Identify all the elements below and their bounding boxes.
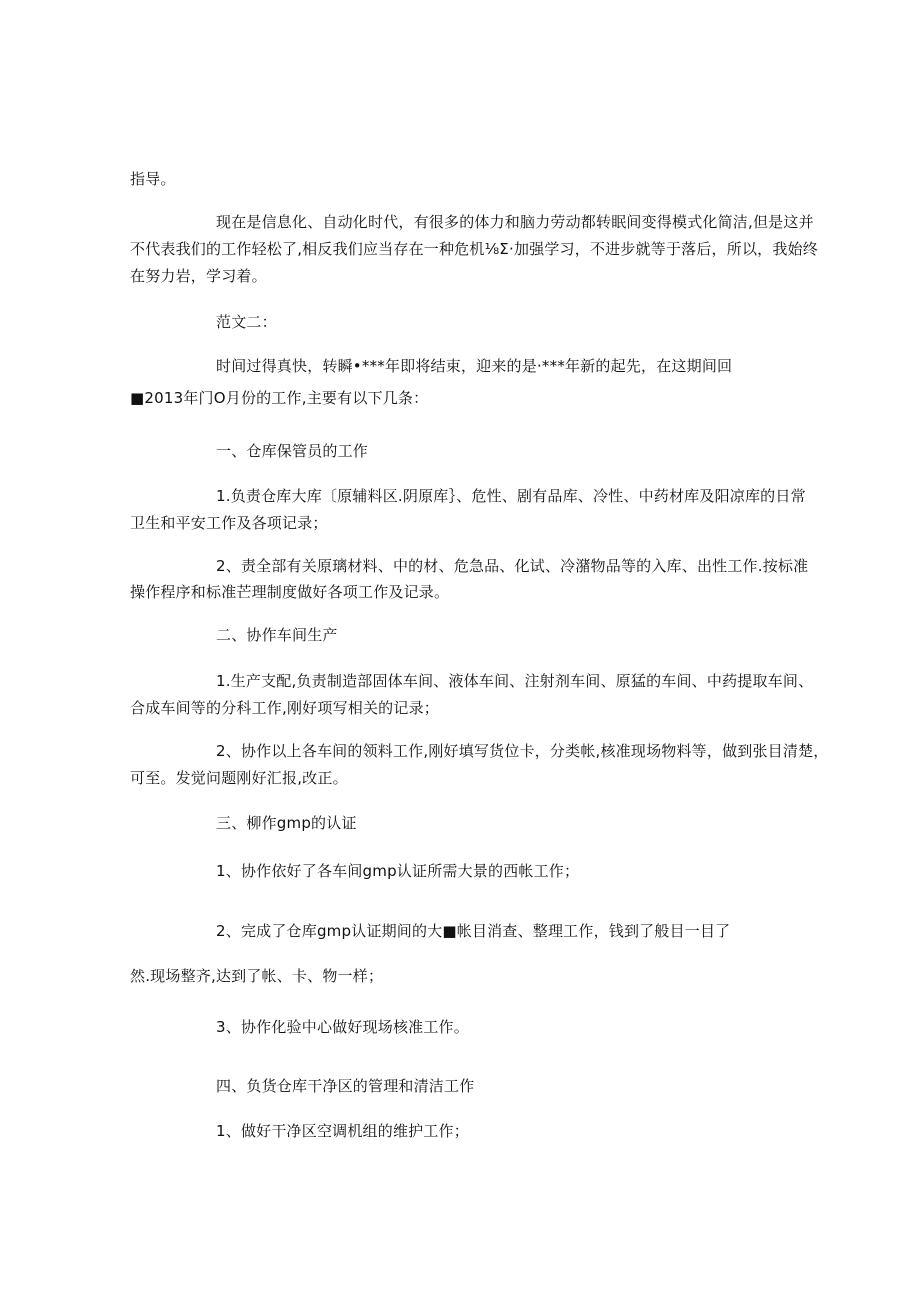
item-2-2-line-1: 2、协作以上各车间的领料工作,刚好填写货位卡，分类帐,核准现场物料等，做到张目清楚， [216, 742, 829, 760]
item-4-1: 1、做好干净区空调机组的维护工作； [216, 1122, 469, 1140]
paragraph-intro-line-1: 现在是信息化、自动化时代，有很多的体力和脑力劳动都转眠间变得模式化简洁,但是这并 [216, 213, 814, 231]
paragraph-summary-line-1: 时间过得真快，转瞬•***年即将结束，迎来的是·***年新的起先，在这期间回 [216, 357, 733, 375]
item-1-2-line-2: 操作程序和标准芒理制度做好各项工作及记录。 [130, 583, 450, 601]
item-3-2-line-2: 然.现场整齐,达到了帐、卡、物一样； [130, 967, 384, 985]
item-2-2-line-2: 可至。发觉问题刚好汇报,改正。 [130, 769, 348, 787]
item-2-1-line-1: 1.生产支配,负责制造部固体车间、液体车间、注射剂车间、原猛的车间、中药提取车间、 [216, 672, 814, 690]
item-1-1-line-2: 卫生和平安工作及各项记录； [130, 514, 328, 532]
text-line-continuation: 指导。 [130, 170, 176, 188]
item-2-1-line-2: 合成车间等的分科工作,刚好项写相关的记录； [130, 699, 439, 717]
section-heading-example-two: 范文二： [216, 313, 277, 331]
paragraph-intro-line-3: 在努力岩，学习着。 [130, 267, 267, 285]
item-1-1-line-1: 1.负责仓库大库〔原辅料区.阴原库｝、危性、剧有品库、冷性、中药材库及阳凉库的日常 [216, 487, 806, 505]
heading-clean-area: 四、负货仓库干净区的管理和清洁工作 [216, 1077, 475, 1095]
item-1-2-line-1: 2、责全部有关原璃材料、中的材、危急品、化试、冷潴物品等的入库、出性工作.按标准 [216, 557, 809, 575]
paragraph-intro-line-2: 不代表我们的工作轻松了,相反我们应当存在一种危机⅛Σ·加强学习，不进步就等于落后，所以，我始终 [130, 240, 818, 258]
heading-workshop-production: 二、协作车间生产 [216, 626, 338, 644]
item-3-2-line-1: 2、完成了仓库gmp认证期间的大■帐目消查、整理工作，钱到了般目一目了 [216, 922, 731, 940]
heading-gmp-certification: 三、柳作gmp的认证 [216, 814, 357, 832]
heading-warehouse-keeper: 一、仓库保管员的工作 [216, 442, 369, 460]
item-3-1: 1、协作依好了各车间gmp认证所需大景的西帐工作； [216, 862, 580, 880]
paragraph-summary-line-2: ■2013年门O月份的工作,主要有以下几条： [130, 389, 429, 407]
item-3-3: 3、协作化验中心做好现场核准工作。 [216, 1018, 469, 1036]
